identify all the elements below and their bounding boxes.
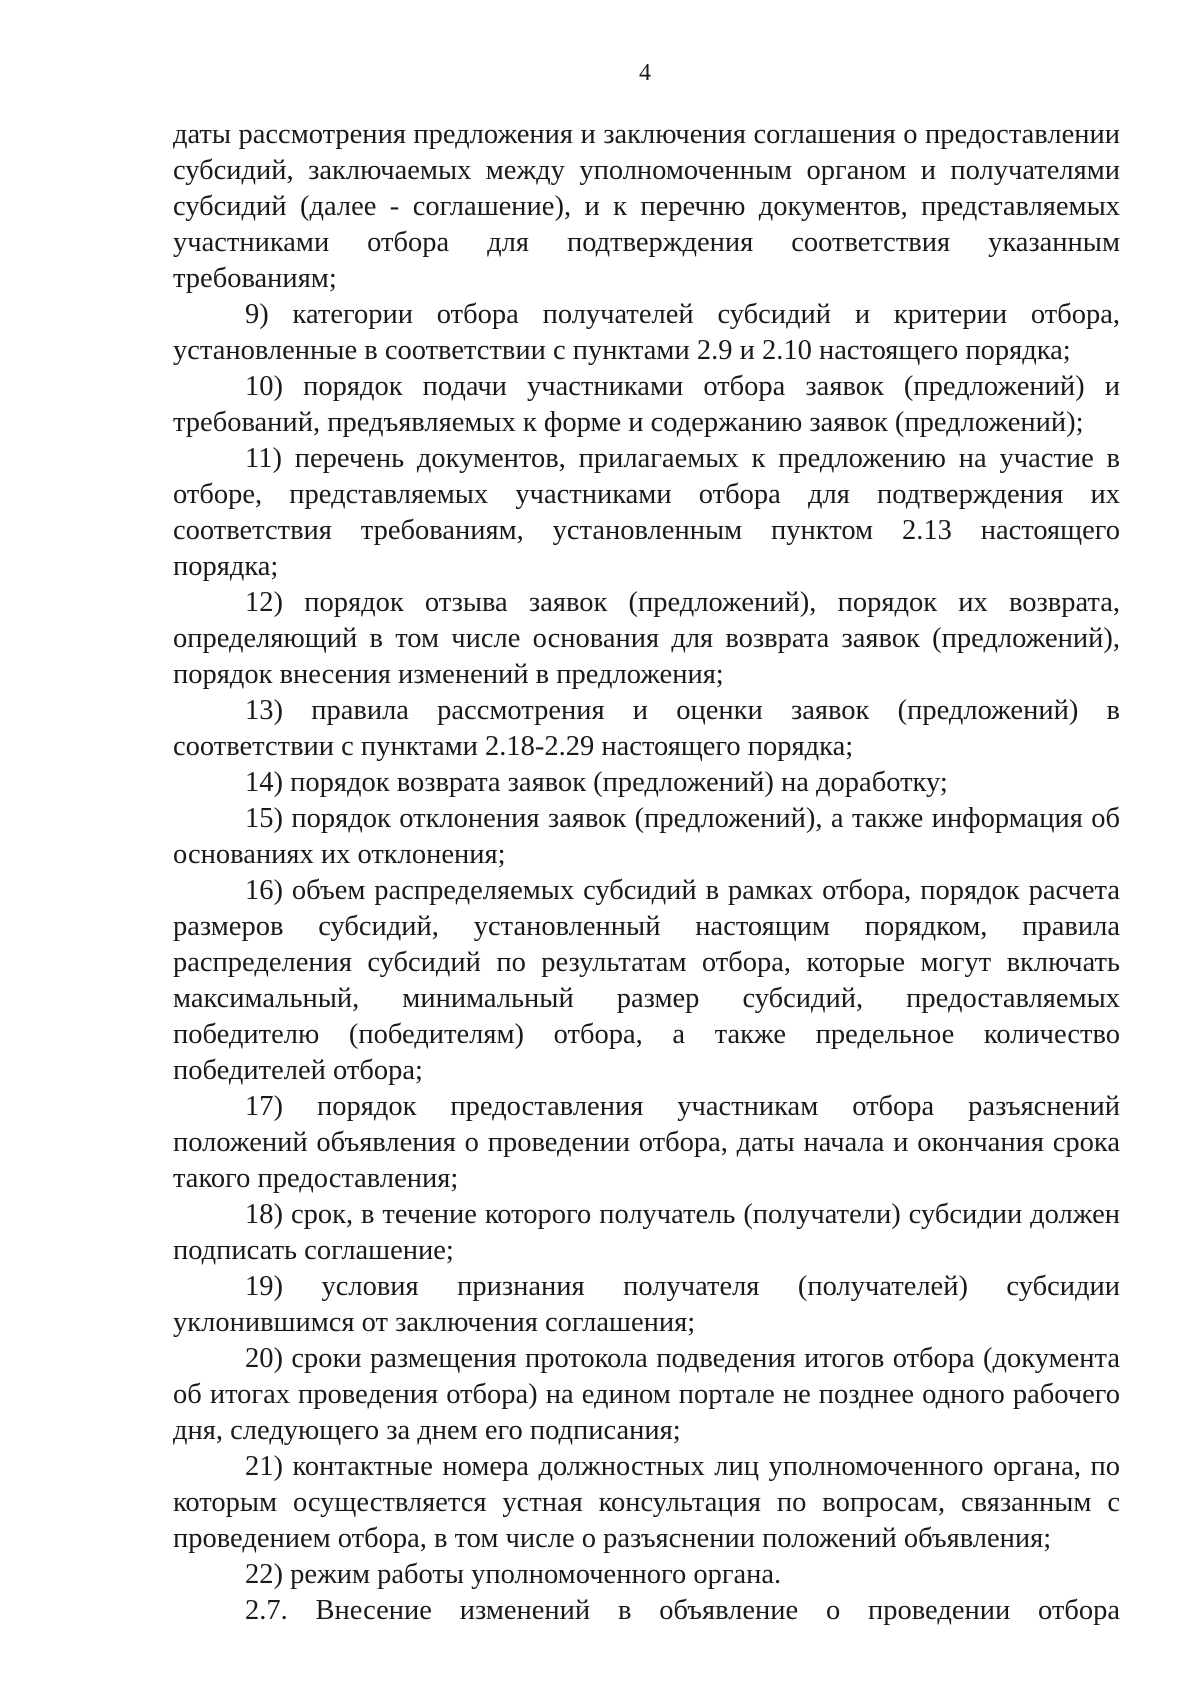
list-item-12: 12) порядок отзыва заявок (предложений), порядок их возврата, определяющий в том числе основания для возврата заявок (предложений), порядок внесения изменений в предложения; bbox=[173, 587, 1120, 690]
list-item-21: 21) контактные номера должностных лиц уполномоченного органа, по которым осуществляется устная консультация по вопросам, связанным с проведением отбора, в том числе о разъяснении положений объявления; bbox=[173, 1451, 1120, 1554]
page-number: 4 bbox=[639, 60, 651, 86]
list-item-13: 13) правила рассмотрения и оценки заявок (предложений) в соответствии с пунктами 2.18-2.29 настоящего порядка; bbox=[173, 695, 1120, 762]
section-2-7-start: 2.7. Внесение изменений в объявление о проведении отбора bbox=[245, 1595, 1120, 1626]
list-item-10: 10) порядок подачи участниками отбора заявок (предложений) и требований, предъявляемых к форме и содержанию заявок (предложений); bbox=[173, 371, 1120, 438]
list-item-16: 16) объем распределяемых субсидий в рамках отбора, порядок расчета размеров субсидий, установленный настоящим порядком, правила распределения субсидий по результатам отбора, которые могут включать максимальный, минимальный размер субсидий, предоставляемых победителю (победителям) отбора, а также предельное количество победителей отбора; bbox=[173, 875, 1120, 1086]
list-item-18: 18) срок, в течение которого получатель (получатели) субсидии должен подписать соглашение; bbox=[173, 1199, 1120, 1266]
paragraph-continuation: даты рассмотрения предложения и заключения соглашения о предоставлении субсидий, заключаемых между уполномоченным органом и получателями субсидий (далее - соглашение), и к перечню документов, представляемых участниками отбора для подтверждения соответствия указанным требованиям; bbox=[173, 119, 1120, 294]
list-item-22: 22) режим работы уполномоченного органа. bbox=[245, 1559, 782, 1590]
list-item-14: 14) порядок возврата заявок (предложений) на доработку; bbox=[245, 767, 948, 798]
list-item-9: 9) категории отбора получателей субсидий и критерии отбора, установленные в соответствии с пунктами 2.9 и 2.10 настоящего порядка; bbox=[173, 299, 1120, 366]
list-item-19: 19) условия признания получателя (получателей) субсидии уклонившимся от заключения соглашения; bbox=[173, 1271, 1120, 1338]
list-item-11: 11) перечень документов, прилагаемых к предложению на участие в отборе, представляемых участниками отбора для подтверждения их соответствия требованиям, установленным пунктом 2.13 настоящего порядка; bbox=[173, 443, 1120, 582]
list-item-17: 17) порядок предоставления участникам отбора разъяснений положений объявления о проведении отбора, даты начала и окончания срока такого предоставления; bbox=[173, 1091, 1120, 1194]
document-body bbox=[173, 117, 1120, 1629]
list-item-15: 15) порядок отклонения заявок (предложений), а также информация об основаниях их отклонения; bbox=[173, 803, 1120, 870]
list-item-20: 20) сроки размещения протокола подведения итогов отбора (документа об итогах проведения отбора) на едином портале не позднее одного рабочего дня, следующего за днем его подписания; bbox=[173, 1343, 1120, 1446]
